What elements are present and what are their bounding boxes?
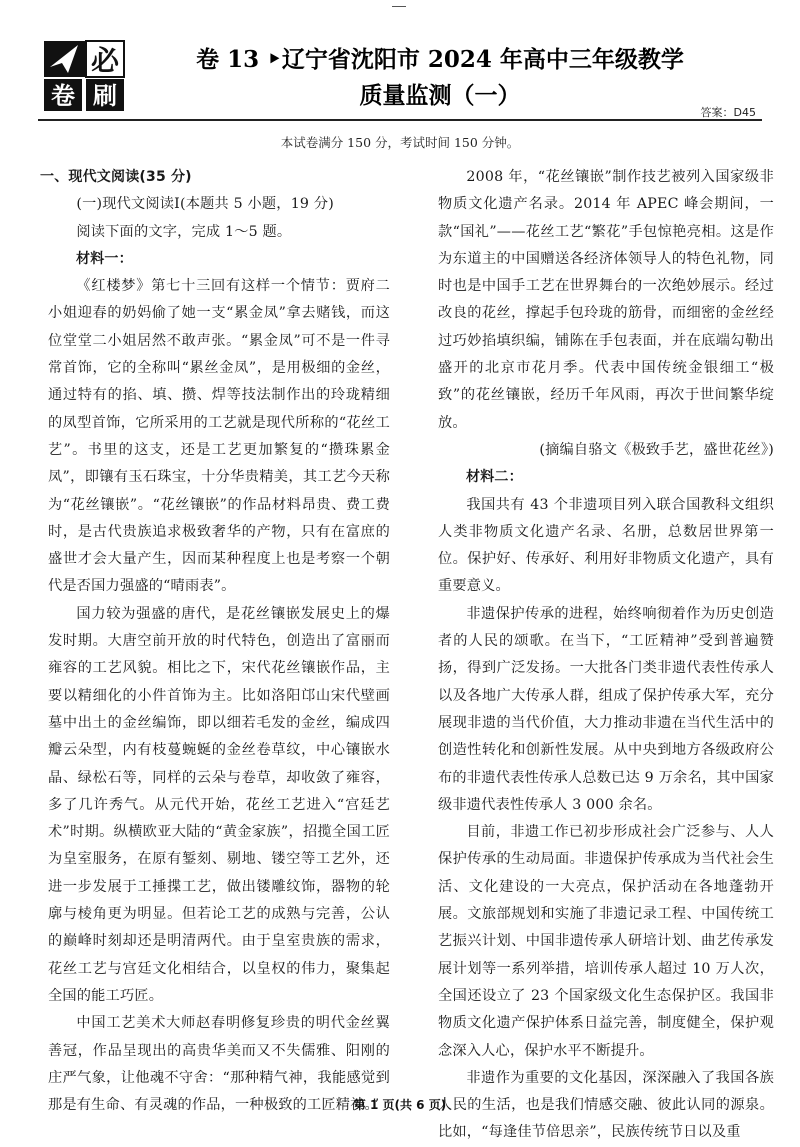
brand-logo [40, 37, 128, 115]
sub-heading: (一)现代文阅读Ⅰ(本题共 5 小题，19 分) [76, 196, 334, 213]
page-title-line2: 质量监测（一） [359, 82, 521, 109]
paragraph: 国力较为强盛的唐代，是花丝镶嵌发展史上的爆发时期。大唐空前开放的时代特色，创造出了富丽而雍容的工艺风貌。相比之下，宋代花丝镶嵌作品，主要以精细化的小件首饰为主。比如洛阳邙山宋代壁画墓中出土的金丝编饰，即以细若毛发的金丝，编成四瓣云朵型，内有枝蔓蜿蜒的金丝卷草纹，中心镶嵌水晶、绿松石等，同样的云朵与卷草，却收敛了雍容，多了几许秀气。从元代开始，花丝工艺进入“宫廷艺术”时期。纵横欧亚大陆的“黄金家族”，招揽全国工匠为皇室服务，在原有錾刻、剔地、镂空等工艺外，还进一步发展于工捶揲工艺，做出镂雕纹饰，器物的轮廓与棱角更为明显。但若论工艺的成熟与完善，公认的巅峰时刻却还是明清两代。由于皇室贵族的需求，花丝工艺与宫廷文化相结合，以皇权的伟力，聚集起全国的能工巧匠。 [48, 605, 390, 1004]
left-column [40, 164, 390, 1119]
paragraph: 非遗保护传承的进程，始终响彻着作为历史创造者的人民的颂歌。在当下，“工匠精神”受到普遍赞扬，得到广泛发扬。一大批各门类非遗代表性传承人以及各地广大传承人群，组成了保护传承大军，充分展现非遗的当代价值，大力推动非遗在当代生活中的创造性转化和创新性发展。从中央到地方各级政府公布的非遗代表性传承人总数已达 9 万余名，其中国家级非遗代表性传承人 3 000 余名。 [438, 605, 774, 813]
answer-code: 答案：D45 [700, 106, 756, 119]
paragraph: 2008 年，“花丝镶嵌”制作技艺被列入国家级非物质文化遗产名录。2014 年 APEC 峰会期间，一款“国礼”——花丝工艺“繁花”手包惊艳亮相。这是作为东道主的中国赠送各经济体领导人的特色礼物，同时也是中国手工艺在世界舞台的一次绝妙展示。经过改良的花丝，撑起手包玲珑的筋骨，而细密的金丝经过巧妙掐填织编，铺陈在手包表面，并在底端勾勒出盛开的北京市花月季。代表中国传统金银细工“极致”的花丝镶嵌，经历千年风雨，再次于世间繁华绽放。 [438, 169, 774, 431]
paragraph: 我国共有 43 个非遗项目列入联合国教科文组织人类非物质文化遗产名录、名册，总数居世界第一位。保护好、传承好、利用好非物质文化遗产，具有重要意义。 [438, 496, 774, 595]
page-footer: 第 1 页(共 6 页) [353, 1098, 447, 1112]
exam-notice: 本试卷满分 150 分，考试时间 150 分钟。 [280, 135, 520, 150]
header-rule [38, 119, 762, 121]
logo-char-bottom-right: 刷 [93, 81, 117, 110]
page-title [160, 42, 720, 114]
paragraph: 《红楼梦》第七十三回有这样一个情节：贾府二小姐迎春的奶妈偷了她一支“累金凤”拿去赌钱，而这位堂堂二小姐居然不敢声张。“累金凤”可不是一件寻常首饰，它的全称叫“累丝金凤”，是用极细的金丝，通过特有的掐、填、攒、焊等技法制作出的玲珑精细的凤型首饰，它所采用的工艺就是现代所称的“花丝工艺”。书里的这支，还是工艺更加繁复的“攒珠累金凤”，即镶有玉石珠宝，十分华贵精美，其工艺今天称为“花丝镶嵌”。“花丝镶嵌”的作品材料昂贵、费工费时，是古代贵族追求极致奢华的产物，只有在富庶的盛世才会大量产生，因而某种程度上也是考察一个朝代是否国力强盛的“晴雨表”。 [48, 278, 390, 595]
logo-char-top: 必 [90, 44, 120, 77]
paragraph: 非遗作为重要的文化基因，深深融入了我国各族人民的生活，也是我们情感交融、彼此认同的源泉。比如，“每逢佳节倍思亲”，民族传统节日以及重 [438, 1069, 774, 1141]
right-column [438, 164, 774, 1147]
logo-char-bottom-left: 卷 [51, 81, 75, 110]
material1-label: 材料一： [76, 250, 133, 267]
section-heading: 一、现代文阅读(35 分) [40, 169, 192, 185]
paragraph: 中国工艺美术大师赵春明修复珍贵的明代金丝翼善冠，作品呈现出的高贵华美而又不失儒雅、阳刚的庄严气象，让他魂不守舍：“那种精气神，我能感觉到那是有生命、有灵魂的作品，一种极致的工匠精神。” [48, 1015, 390, 1114]
material2-label: 材料二： [466, 469, 523, 486]
page-title-line1: 卷 13 ‣辽宁省沈阳市 2024 年高中三年级教学 [196, 46, 684, 73]
instruction-text: 阅读下面的文字，完成 1～5 题。 [76, 223, 292, 240]
top-dash-mark [392, 6, 406, 7]
paragraph: 目前，非遗工作已初步形成社会广泛参与、人人保护传承的生动局面。非遗保护传承成为当代社会生活、文化建设的一大亮点，保护活动在各地蓬勃开展。文旅部规划和实施了非遗记录工程、中国传统工艺振兴计划、中国非遗传承人研培计划、曲艺传承发展计划等一系列举措，培训传承人超过 10 万人次，全国还设立了 23 个国家级文化生态保护区。我国非物质文化遗产保护体系日益完善，制度健全，保护观念深入人心，保护水平不断提升。 [438, 824, 774, 1059]
source-citation: (摘编自骆文《极致手艺，盛世花丝》) [539, 441, 774, 458]
